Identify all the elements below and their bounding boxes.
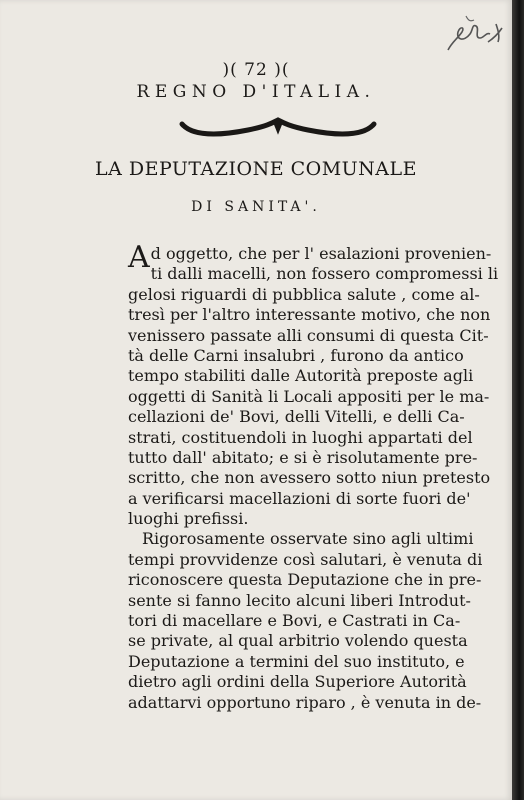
book-spine-edge bbox=[512, 0, 524, 800]
text-line: strati, costituendoli in luoghi appartati del bbox=[128, 427, 473, 447]
text-line: cellazioni de' Bovi, delli Vitelli, e delli Ca- bbox=[128, 407, 465, 427]
text-line: ti dalli macelli, non fossero compromessi li bbox=[150, 264, 499, 284]
text-line: tresì per l'altro interessante motivo, che non bbox=[128, 305, 491, 325]
text-line: riconoscere questa Deputazione che in pre- bbox=[128, 570, 482, 590]
running-head: REGNO D'ITALIA. bbox=[136, 82, 376, 102]
text-line: tempi provvidenze così salutari, è venuta di bbox=[128, 549, 483, 569]
text-line: adattarvi opportuno riparo , è venuta in de- bbox=[128, 692, 482, 712]
body-text bbox=[128, 240, 499, 713]
decorative-rule bbox=[178, 114, 378, 140]
text-line: tempo stabiliti dalle Autorità preposte agli bbox=[128, 366, 474, 386]
paragraph-1 bbox=[128, 240, 499, 529]
text-line: luoghi prefissi. bbox=[128, 509, 249, 529]
text-line: oggetti di Sanità li Locali appositi per le ma- bbox=[128, 386, 490, 406]
notice-subtitle: DI SANITA'. bbox=[191, 199, 321, 215]
handwritten-signature bbox=[440, 12, 510, 62]
text-line: dietro agli ordini della Superiore Autorità bbox=[128, 672, 467, 692]
text-line: tutto dall' abitato; e si è risolutamente pre- bbox=[128, 447, 478, 467]
paragraph-2 bbox=[128, 529, 483, 713]
drop-cap: A bbox=[128, 240, 150, 275]
text-line: venissero passate alli consumi di questa Cit- bbox=[128, 325, 489, 345]
text-line: d oggetto, che per l' esalazioni provenien- bbox=[150, 244, 492, 263]
text-line: Rigorosamente osservate sino agli ultimi bbox=[142, 529, 474, 549]
text-line: tori di macellare e Bovi, e Castrati in Ca- bbox=[128, 611, 461, 631]
text-line: gelosi riguardi di pubblica salute , come al- bbox=[128, 284, 480, 304]
text-line: scritto, che non avessero sotto niun pretesto bbox=[128, 468, 491, 488]
text-line: a verificarsi macellazioni di sorte fuori de' bbox=[128, 488, 471, 508]
text-line: sente si fanno lecito alcuni liberi Introdut- bbox=[128, 590, 471, 610]
text-line: Deputazione a termini del suo instituto, e bbox=[128, 651, 465, 671]
notice-title: LA DEPUTAZIONE COMUNALE bbox=[94, 158, 418, 180]
page-number: )( 72 )( bbox=[222, 60, 290, 80]
text-line: se private, al qual arbitrio volendo questa bbox=[128, 631, 468, 651]
text-line: tà delle Carni insalubri , furono da antico bbox=[128, 345, 464, 365]
